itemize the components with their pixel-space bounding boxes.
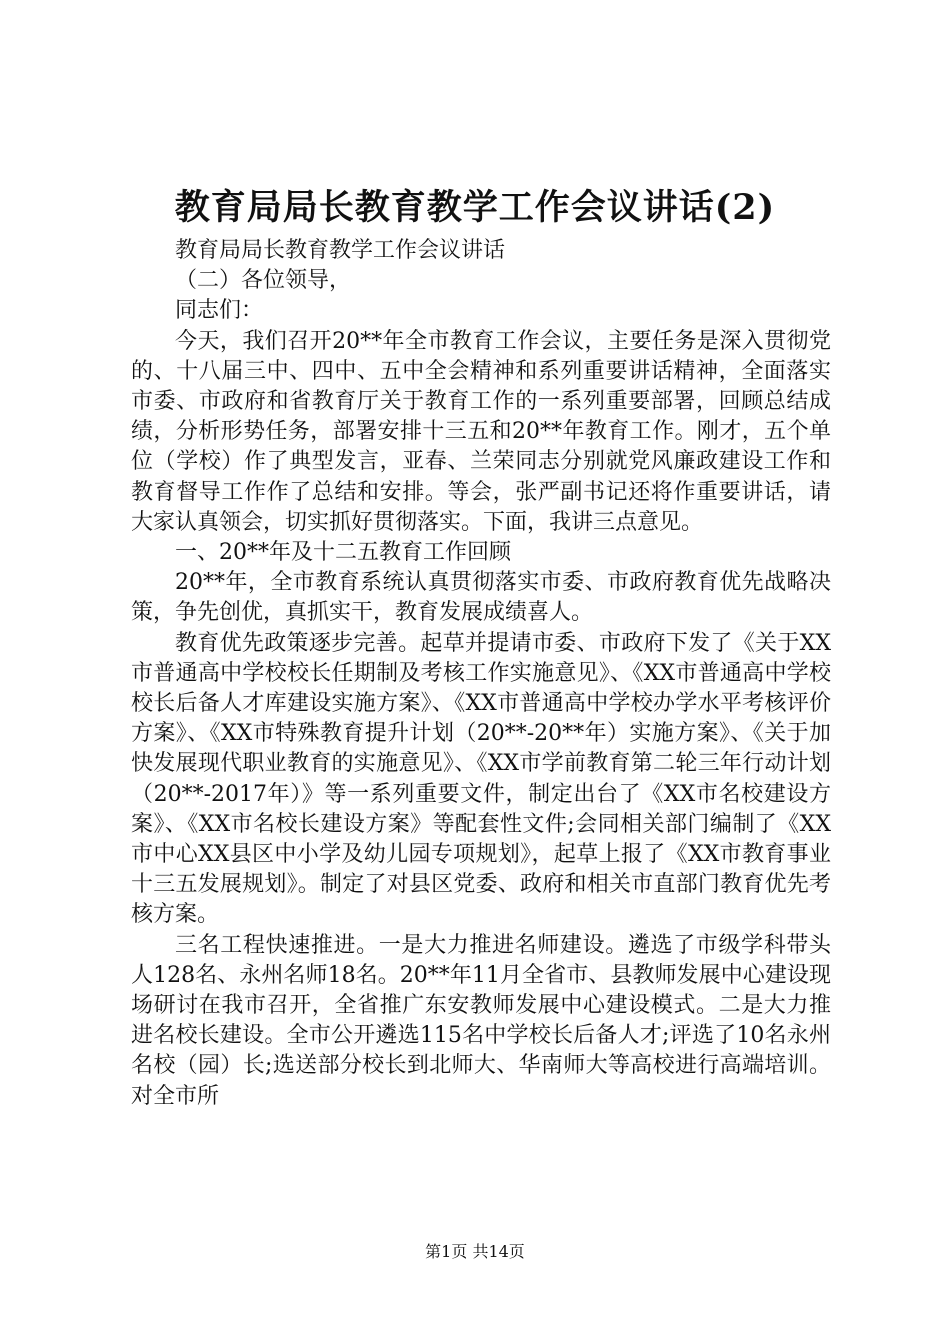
paragraph-salutation: （二）各位领导， <box>175 268 352 294</box>
paragraph-subtitle: 教育局局长教育教学工作会议讲话 <box>175 238 506 263</box>
paragraph-summary: 20**年，全市教育系统认真贯彻落实市委、市政府教育优先战略决策，争先创优，真抓实干，教育发展成绩喜人。 <box>131 570 831 626</box>
document-body <box>131 236 831 1112</box>
paragraph-policy: 教育优先政策逐步完善。起草并提请市委、市政府下发了《关于XX市普通高中学校校长任期制及考核工作实施意见》、《XX市普通高中学校校长后备人才库建设实施方案》、《XX市普通高中学校办学水平考核评价方案》、《XX市特殊教育提升计划（20**-20**年）实施方案》、《关于加快发展现代职业教育的实施意见》、《XX市学前教育第二轮三年行动计划（20**-2017年）》等一系列重要文件，制定出台了《XX市名校建设方案》、《XX市名校长建设方案》等配套性文件;会同相关部门编制了《XX市中心XX县区中小学及幼儿园专项规划》，起草上报了《XX市教育事业十三五发展规划》。制定了对县区党委、政府和相关市直部门教育优先考核方案。 <box>131 630 831 928</box>
paragraph-greeting: 同志们： <box>175 298 264 324</box>
page-footer: 第1页 共14页 <box>425 1242 525 1261</box>
section-heading: 一、20**年及十二五教育工作回顾 <box>175 540 511 566</box>
paragraph-three-names: 三名工程快速推进。一是大力推进名师建设。遴选了市级学科带头人128名、永州名师18名。20**年11月全省市、县教师发展中心建设现场研讨在我市召开，全省推广东安教师发展中心建设模式。二是大力推进名校长建设。全市公开遴选115名中学校长后备人才;评选了10名永州名校（园）长;选送部分校长到北师大、华南师大等高校进行高端培训。对全市所 <box>131 932 831 1109</box>
paragraph-intro: 今天，我们召开20**年全市教育工作会议，主要任务是深入贯彻党的、十八届三中、四中、五中全会精神和系列重要讲话精神，全面落实市委、市政府和省教育厅关于教育工作的一系列重要部署，回顾总结成绩，分析形势任务，部署安排十三五和20**年教育工作。刚才，五个单位（学校）作了典型发言，亚春、兰荣同志分别就党风廉政建设工作和教育督导工作作了总结和安排。等会，张严副书记还将作重要讲话，请大家认真领会，切实抓好贯彻落实。下面，我讲三点意见。 <box>131 328 831 535</box>
document-title: 教育局局长教育教学工作会议讲话(2) <box>174 187 776 228</box>
